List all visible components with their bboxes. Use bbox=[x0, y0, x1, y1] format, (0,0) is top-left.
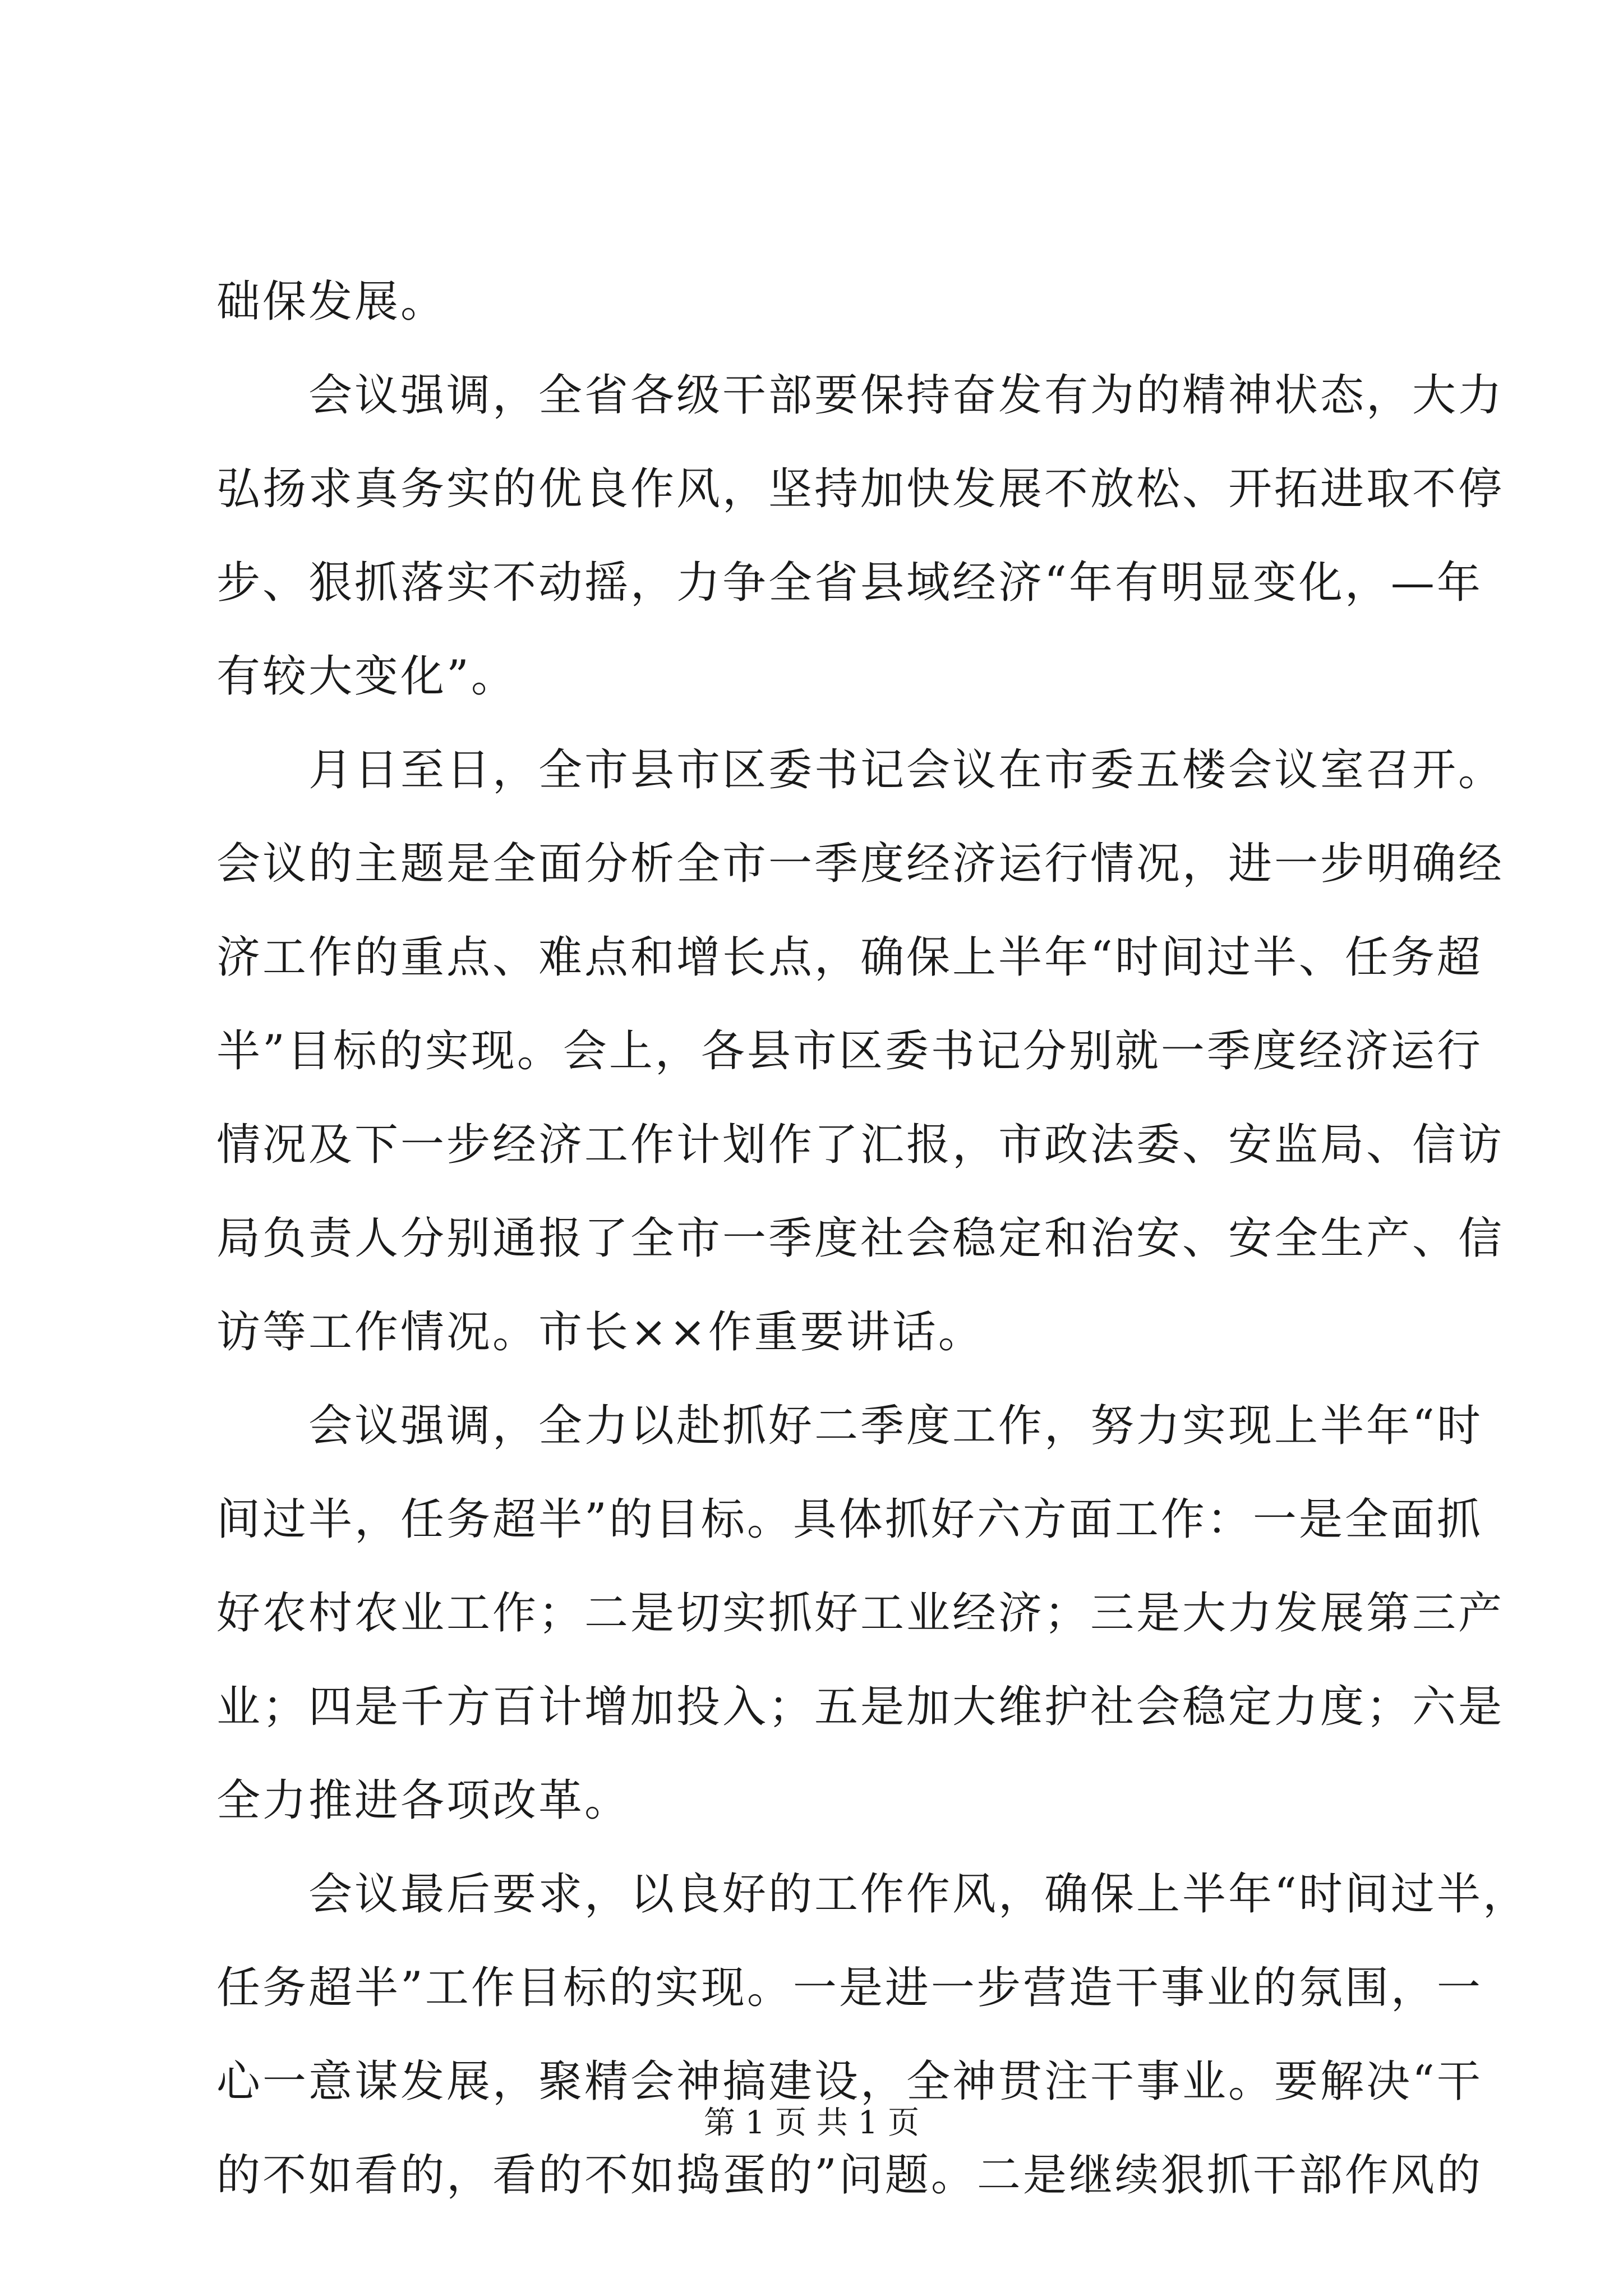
text-line: 好农村农业工作；二是切实抓好工业经济；三是大力发展第三产 bbox=[216, 1588, 1505, 1639]
text-line: 的不如看的，看的不如捣蛋的”问题。二是继续狠抓干部作风的 bbox=[216, 2150, 1483, 2201]
text-line: 础保发展。 bbox=[216, 277, 447, 327]
text-line: 业；四是千方百计增加投入；五是加大维护社会稳定力度；六是 bbox=[216, 1682, 1505, 1732]
text-line: 会议最后要求，以良好的工作作风，确保上半年“时间过半， bbox=[216, 1869, 1529, 1920]
text-line: 会议的主题是全面分析全市一季度经济运行情况，进一步明确经 bbox=[216, 839, 1505, 889]
text-line: 会议强调，全省各级干部要保持奋发有为的精神状态，大力 bbox=[216, 370, 1505, 421]
text-line: 济工作的重点、难点和增长点，确保上半年“时间过半、任务超 bbox=[216, 932, 1483, 983]
text-line: 月日至日，全市县市区委书记会议在市委五楼会议室召开。 bbox=[216, 745, 1505, 795]
text-line: 访等工作情况。市长××作重要讲话。 bbox=[216, 1307, 984, 1358]
text-line: 心一意谋发展，聚精会神搞建设，全神贯注干事业。要解决“干 bbox=[216, 2056, 1483, 2107]
text-line: 全力推进各项改革。 bbox=[216, 1775, 631, 1826]
text-line: 任务超半”工作目标的实现。一是进一步营造干事业的氛围，一 bbox=[216, 1963, 1483, 2013]
document-body bbox=[216, 255, 1529, 2223]
text-line: 间过半，任务超半”的目标。具体抓好六方面工作：一是全面抓 bbox=[216, 1494, 1483, 1545]
text-line: 弘扬求真务实的优良作风，坚持加快发展不放松、开拓进取不停 bbox=[216, 464, 1505, 514]
text-line: 半”目标的实现。会上，各县市区委书记分别就一季度经济运行 bbox=[216, 1026, 1483, 1076]
page-footer: 第 1 页 共 1 页 bbox=[703, 2105, 920, 2141]
text-line: 会议强调，全力以赴抓好二季度工作，努力实现上半年“时 bbox=[216, 1401, 1483, 1451]
text-line: 情况及下一步经济工作计划作了汇报，市政法委、安监局、信访 bbox=[216, 1120, 1505, 1170]
text-line: 步、狠抓落实不动摇，力争全省县域经济“年有明显变化，—年 bbox=[216, 558, 1483, 608]
text-line: 有较大变化”。 bbox=[216, 651, 517, 702]
text-line: 局负责人分别通报了全市一季度社会稳定和治安、安全生产、信 bbox=[216, 1213, 1505, 1264]
